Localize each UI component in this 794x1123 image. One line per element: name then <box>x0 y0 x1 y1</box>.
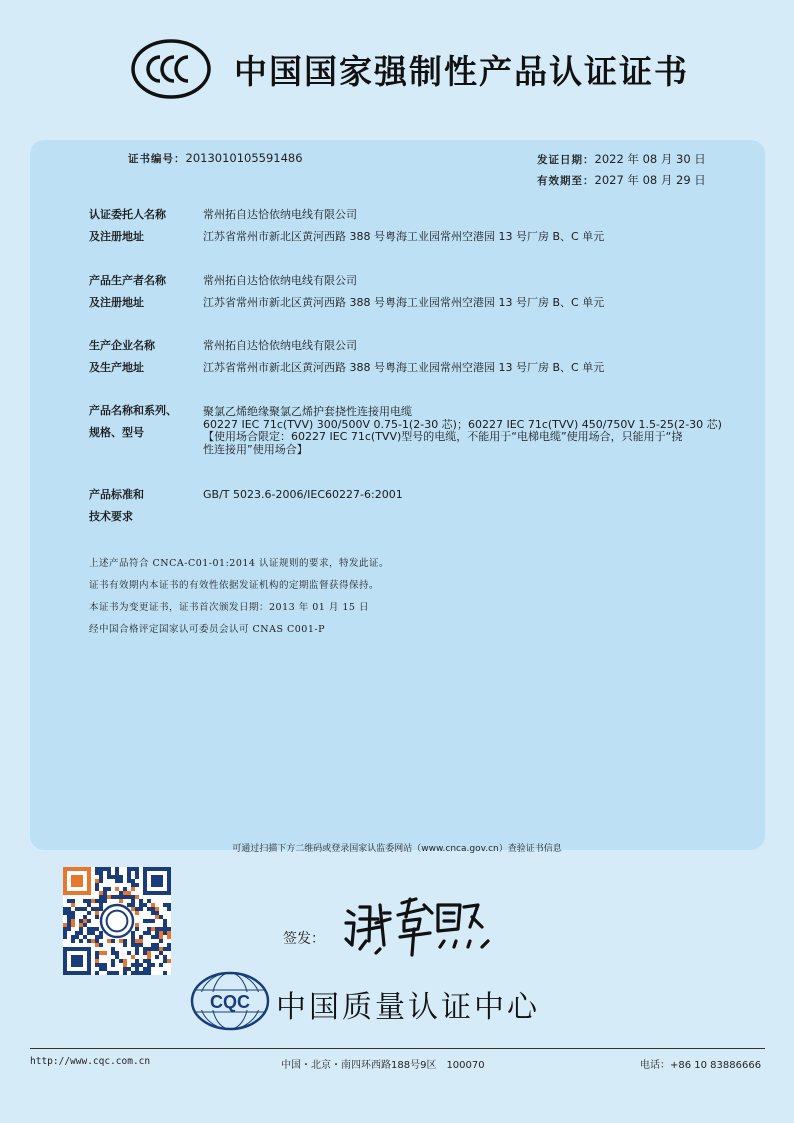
cert-no-label: 证书编号： <box>128 153 186 165</box>
expiry-date-label: 有效期至： <box>537 175 595 187</box>
note-line: 本证书为变更证书，证书首次颁发日期：2013 年 01 月 15 日 <box>89 602 369 613</box>
product-name: 聚氯乙烯绝缘聚氯乙烯护套挠性连接用电缆 <box>203 405 412 418</box>
footer-url[interactable]: http://www.cqc.com.cn <box>30 1056 151 1067</box>
certificate-number <box>128 151 303 166</box>
certificate-title: 中国国家强制性产品认证证书 <box>234 52 689 91</box>
cqc-logo-text: CQC <box>210 992 250 1012</box>
factory-name-label: 生产企业名称 <box>89 339 155 352</box>
note-line: 证书有效期内本证书的有效性依据发证机构的定期监督获得保持。 <box>89 580 380 591</box>
signature-label: 签发： <box>283 931 325 947</box>
technical-requirements-label: 技术要求 <box>89 510 133 523</box>
standard-value: GB/T 5023.6-2006/IEC60227-6:2001 <box>203 488 403 501</box>
product-description <box>203 406 743 456</box>
note-line: 上述产品符合 CNCA-C01-01:2014 认证规则的要求，特发此证。 <box>89 558 389 569</box>
product-model-label: 规格、型号 <box>89 426 144 439</box>
footer-divider <box>30 1048 765 1049</box>
note-line: 经中国合格评定国家认可委员会认可 CNAS C001-P <box>89 624 325 635</box>
applicant-address: 江苏省常州市新北区黄河西路 388 号粤海工业园常州空港园 13 号厂房 B、C 单元 <box>203 230 605 243</box>
manufacturer-address: 江苏省常州市新北区黄河西路 388 号粤海工业园常州空港园 13 号厂房 B、C 单元 <box>203 296 605 309</box>
factory-address: 江苏省常州市新北区黄河西路 388 号粤海工业园常州空港园 13 号厂房 B、C 单元 <box>203 361 605 374</box>
applicant-name-label: 认证委托人名称 <box>89 208 166 221</box>
standard-label: 产品标准和 <box>89 488 144 501</box>
footer-address: 中国・北京・南四环西路188号9区 100070 <box>281 1060 485 1071</box>
expiry-date-value: 2027 年 08 月 29 日 <box>594 173 706 187</box>
issue-date <box>537 151 706 167</box>
product-restriction-cont: 性连接用”使用场合】 <box>203 442 308 456</box>
product-restriction: 【使用场合限定：60227 IEC 71c(TVV)型号的电缆，不能用于“电梯电缆”使用场合，只能用于“挠 <box>203 430 683 443</box>
issuer-name: 中国质量认证中心 <box>276 990 540 1025</box>
factory-address-label: 及生产地址 <box>89 361 144 374</box>
expiry-date <box>537 172 706 188</box>
factory-name: 常州拓自达恰依纳电线有限公司 <box>203 339 357 352</box>
verification-hint: 可通过扫描下方二维码或登录国家认监委网站（www.cnca.gov.cn）查验证书信息 <box>232 844 562 854</box>
applicant-name: 常州拓自达恰依纳电线有限公司 <box>203 208 357 221</box>
manufacturer-name-label: 产品生产者名称 <box>89 274 166 287</box>
cert-no-value: 2013010105591486 <box>185 151 303 165</box>
manufacturer-address-label: 及注册地址 <box>89 296 144 309</box>
ccc-logo-icon <box>130 38 212 100</box>
footer-phone: 电话：+86 10 83886666 <box>640 1060 762 1071</box>
product-models: 60227 IEC 71c(TVV) 300/500V 0.75-1(2-30 芯)；60227 IEC 71c(TVV) 450/750V 1.5-25(2-30 芯) <box>203 417 722 431</box>
signature-image <box>340 893 500 959</box>
cqc-logo-icon <box>189 970 271 1032</box>
manufacturer-name: 常州拓自达恰依纳电线有限公司 <box>203 274 357 287</box>
product-name-label: 产品名称和系列、 <box>89 404 177 417</box>
issue-date-value: 2022 年 08 月 30 日 <box>594 152 706 166</box>
certificate-header <box>0 0 794 135</box>
qr-code-icon[interactable] <box>63 867 171 975</box>
applicant-address-label: 及注册地址 <box>89 230 144 243</box>
issue-date-label: 发证日期： <box>537 154 595 166</box>
